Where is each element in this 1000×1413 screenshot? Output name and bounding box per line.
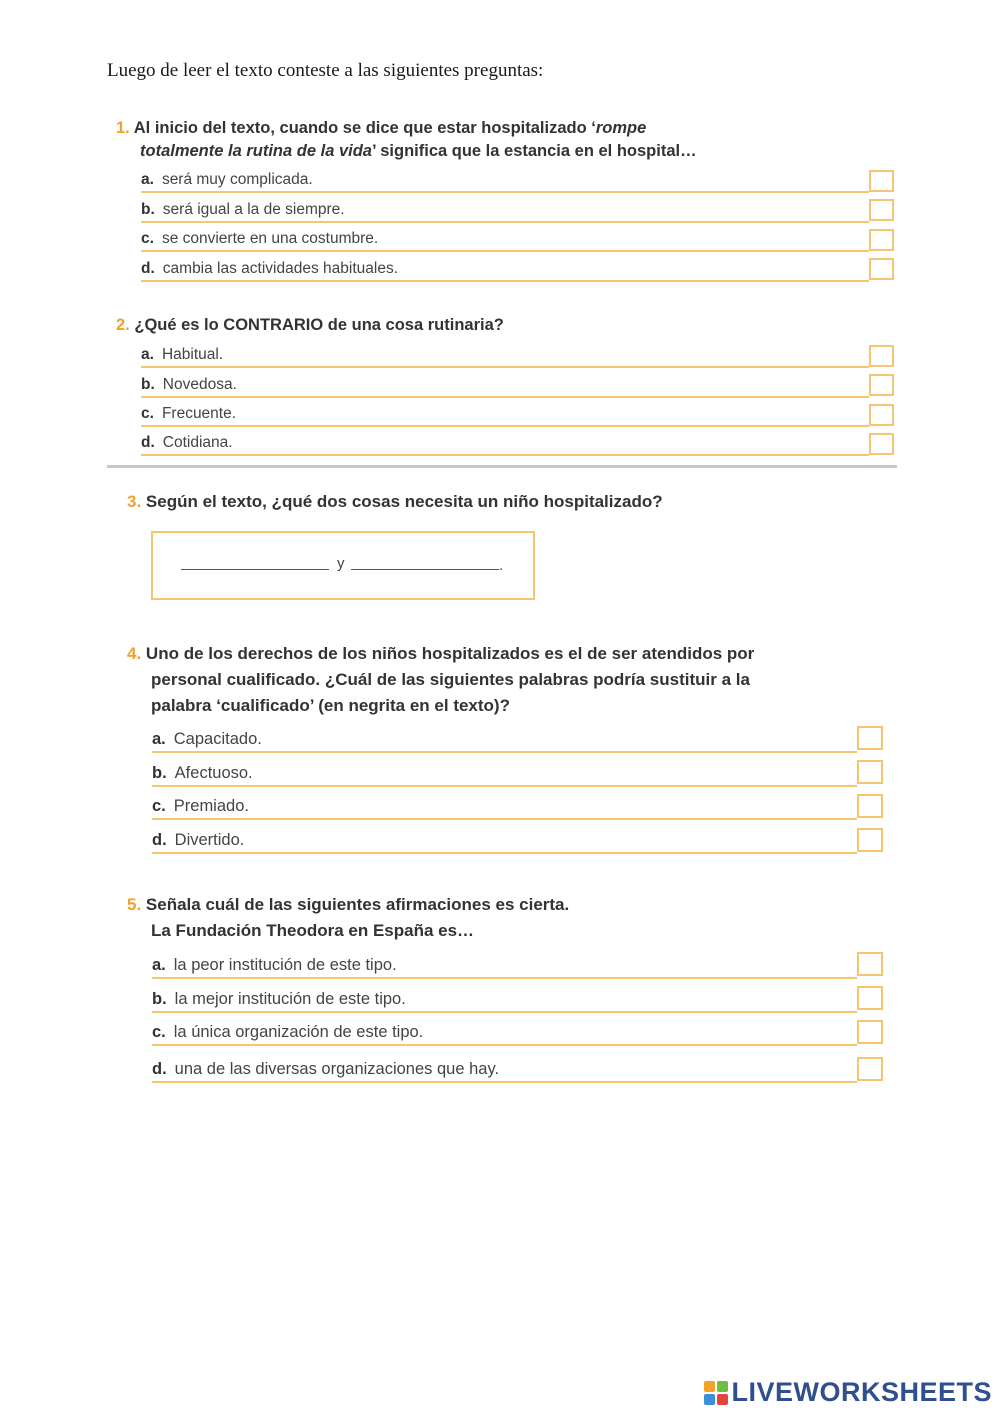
answer-blank-1[interactable]: [181, 569, 329, 570]
option-letter: b.: [141, 201, 155, 218]
q5-option-a: [152, 950, 857, 979]
q5-checkbox-c[interactable]: [857, 1020, 883, 1044]
section-divider: [107, 465, 897, 468]
option-text: Divertido.: [174, 831, 245, 849]
question-3-title: [127, 490, 663, 513]
question-5-line-1: Señala cuál de las siguientes afirmaciones es cierta.: [145, 895, 570, 914]
option-letter: b.: [152, 764, 167, 782]
question-1-text-d: ’ significa que la estancia en el hospital…: [371, 142, 697, 160]
q1-checkbox-c[interactable]: [869, 229, 894, 251]
option-text: Novedosa.: [162, 376, 237, 393]
option-letter: c.: [141, 230, 154, 247]
option-text: Capacitado.: [173, 730, 262, 748]
question-1-number: 1.: [116, 119, 130, 137]
q2-option-c: [141, 400, 869, 427]
instructions: Luego de leer el texto conteste a las siguientes preguntas:: [107, 60, 544, 81]
question-1-text-b: rompe: [595, 119, 647, 137]
q2-checkbox-a[interactable]: [869, 345, 894, 367]
option-letter: d.: [141, 260, 155, 277]
q5-option-d: [152, 1054, 857, 1083]
option-letter: a.: [152, 730, 166, 748]
question-4-number: 4.: [127, 644, 142, 663]
option-text: se convierte en una costumbre.: [161, 230, 379, 247]
option-letter: d.: [152, 831, 167, 849]
question-4-line-2: personal cualificado. ¿Cuál de las siguientes palabras podría sustituir a la: [151, 670, 750, 689]
option-text: la peor institución de este tipo.: [173, 956, 397, 974]
q5-option-b: [152, 984, 857, 1013]
option-letter: a.: [141, 171, 154, 188]
option-letter: c.: [141, 405, 154, 422]
q1-checkbox-b[interactable]: [869, 199, 894, 221]
q4-option-d: [152, 825, 857, 854]
question-4-title: [127, 641, 754, 719]
q4-checkbox-b[interactable]: [857, 760, 883, 784]
question-5-line-2: La Fundación Theodora en España es…: [151, 921, 475, 940]
q2-checkbox-d[interactable]: [869, 433, 894, 455]
option-text: Habitual.: [161, 346, 224, 363]
option-text: la mejor institución de este tipo.: [174, 990, 406, 1008]
answer-blank-2[interactable]: [351, 569, 499, 570]
question-3-answer-box: [151, 531, 535, 600]
question-3-text: Según el texto, ¿qué dos cosas necesita un niño hospitalizado?: [145, 492, 663, 511]
q2-checkbox-c[interactable]: [869, 404, 894, 426]
option-text: Afectuoso.: [174, 764, 253, 782]
question-1-text-c: totalmente la rutina de la vida: [140, 142, 372, 160]
question-1-title: [116, 117, 697, 163]
q5-checkbox-b[interactable]: [857, 986, 883, 1010]
answer-period: .: [499, 557, 504, 574]
answer-connector: y: [337, 555, 345, 572]
option-text: cambia las actividades habituales.: [162, 260, 398, 277]
option-letter: c.: [152, 797, 166, 815]
option-letter: d.: [141, 434, 155, 451]
option-text: una de las diversas organizaciones que hay.: [174, 1060, 500, 1078]
q4-checkbox-d[interactable]: [857, 828, 883, 852]
q5-checkbox-a[interactable]: [857, 952, 883, 976]
q1-option-c: [141, 225, 869, 252]
q1-checkbox-a[interactable]: [869, 170, 894, 192]
option-text: será muy complicada.: [161, 171, 313, 188]
q5-checkbox-d[interactable]: [857, 1057, 883, 1081]
q2-checkbox-b[interactable]: [869, 374, 894, 396]
question-5-title: [127, 892, 569, 944]
option-text: Frecuente.: [161, 405, 237, 422]
question-3-number: 3.: [127, 492, 142, 511]
q4-option-a: [152, 724, 857, 753]
option-letter: a.: [152, 956, 166, 974]
q2-option-a: [141, 341, 869, 368]
option-text: Premiado.: [173, 797, 249, 815]
question-2-title: [116, 314, 504, 337]
q1-option-d: [141, 255, 869, 282]
option-letter: d.: [152, 1060, 167, 1078]
liveworksheets-logo: [704, 1377, 992, 1408]
option-text: Cotidiana.: [162, 434, 233, 451]
question-4-line-3: palabra ‘cualificado’ (en negrita en el texto)?: [151, 696, 510, 715]
option-text: la única organización de este tipo.: [173, 1023, 424, 1041]
q4-option-c: [152, 791, 857, 820]
logo-mark-icon: [704, 1381, 728, 1405]
option-text: será igual a la de siempre.: [162, 201, 345, 218]
q1-checkbox-d[interactable]: [869, 258, 894, 280]
option-letter: b.: [152, 990, 167, 1008]
question-5-number: 5.: [127, 895, 142, 914]
q2-option-b: [141, 371, 869, 398]
q2-option-d: [141, 429, 869, 456]
q4-checkbox-c[interactable]: [857, 794, 883, 818]
option-letter: b.: [141, 376, 155, 393]
q4-checkbox-a[interactable]: [857, 726, 883, 750]
question-2-text: ¿Qué es lo CONTRARIO de una cosa rutinaria?: [134, 316, 504, 334]
option-letter: c.: [152, 1023, 166, 1041]
q4-option-b: [152, 758, 857, 787]
question-4-line-1: Uno de los derechos de los niños hospitalizados es el de ser atendidos por: [145, 644, 755, 663]
q1-option-b: [141, 196, 869, 223]
q1-option-a: [141, 166, 869, 193]
question-1-text-a: Al inicio del texto, cuando se dice que estar hospitalizado ‘: [133, 119, 596, 137]
option-letter: a.: [141, 346, 154, 363]
q5-option-c: [152, 1017, 857, 1046]
question-2-number: 2.: [116, 316, 130, 334]
logo-text: LIVEWORKSHEETS: [731, 1377, 992, 1407]
